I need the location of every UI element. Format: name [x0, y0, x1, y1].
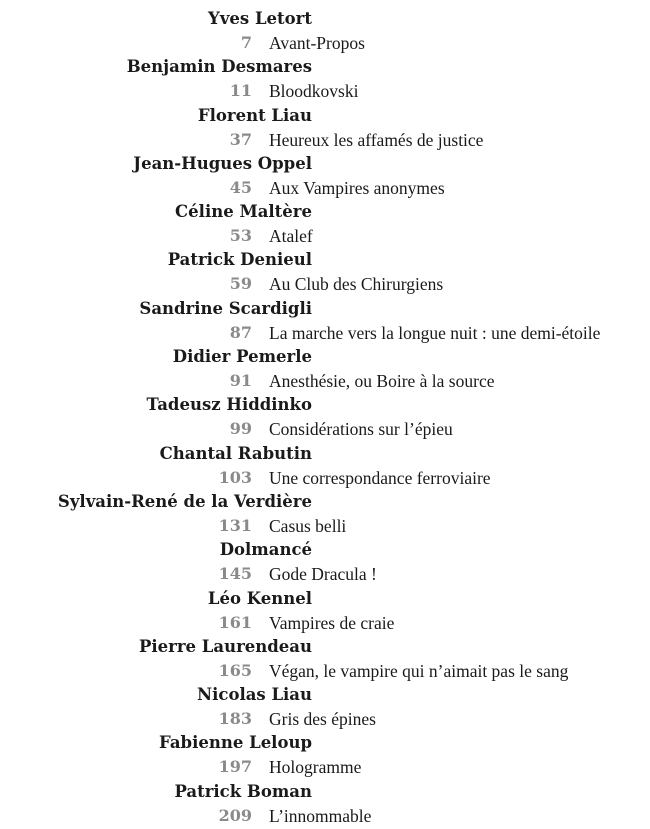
toc-entry [0, 344, 650, 392]
entry-page-number: 11 [229, 81, 252, 101]
toc-entry [0, 537, 650, 585]
entry-author: Didier Pemerle [172, 347, 312, 367]
entry-title: Hologramme [269, 757, 362, 778]
entry-author: Sandrine Scardigli [139, 298, 312, 318]
entry-author: Dolmancé [219, 540, 312, 560]
toc-entry [0, 103, 650, 151]
entry-author: Tadeusz Hiddinko [146, 395, 312, 415]
entry-title: Aux Vampires anonymes [269, 177, 445, 198]
table-of-contents [0, 6, 650, 827]
entry-page-number: 197 [218, 757, 252, 777]
entry-page-number: 209 [218, 805, 252, 825]
entry-page-number: 53 [229, 226, 252, 246]
entry-page-number: 37 [229, 129, 252, 149]
entry-page-number: 131 [218, 515, 252, 535]
entry-author: Sylvain-René de la Verdière [57, 491, 312, 511]
toc-entry [0, 489, 650, 537]
entry-title: Gris des épines [269, 709, 376, 730]
entry-page-number: 7 [240, 33, 252, 52]
entry-title: Avant-Propos [269, 33, 365, 53]
entry-title: Gode Dracula ! [269, 564, 377, 585]
entry-title: Vampires de craie [269, 612, 395, 633]
entry-title: Heureux les affamés de justice [269, 129, 484, 150]
entry-author: Céline Maltère [175, 202, 312, 222]
toc-entry [0, 634, 650, 682]
entry-page-number: 103 [218, 467, 252, 487]
entry-author: Léo Kennel [207, 588, 312, 608]
entry-author: Patrick Boman [174, 781, 312, 801]
entry-page-number: 59 [229, 274, 252, 294]
toc-entry [0, 779, 650, 827]
entry-title: L’innommable [269, 805, 372, 826]
entry-title: Bloodkovski [269, 81, 359, 102]
entry-author: Yves Letort [208, 9, 312, 28]
entry-author: Nicolas Liau [197, 685, 312, 705]
toc-entry [0, 6, 650, 54]
toc-entry [0, 151, 650, 199]
toc-entry [0, 441, 650, 489]
toc-entry [0, 586, 650, 634]
toc-entry [0, 682, 650, 730]
entry-author: Florent Liau [197, 105, 312, 125]
entry-title: Casus belli [269, 515, 347, 536]
entry-author: Benjamin Desmares [126, 57, 312, 77]
entry-title: Considérations sur l’épieu [269, 419, 453, 440]
entry-title: Atalef [269, 226, 313, 247]
entry-author: Patrick Denieul [167, 250, 312, 270]
entry-page-number: 165 [218, 660, 252, 680]
toc-entry [0, 54, 650, 102]
entry-author: Fabienne Leloup [159, 733, 312, 753]
toc-entry [0, 247, 650, 295]
entry-page-number: 99 [229, 419, 252, 439]
entry-page-number: 145 [218, 564, 252, 584]
toc-entry [0, 730, 650, 778]
entry-author: Chantal Rabutin [159, 443, 312, 463]
entry-title: Au Club des Chirurgiens [269, 274, 444, 295]
entry-page-number: 161 [218, 612, 252, 632]
entry-title: Une correspondance ferroviaire [269, 467, 491, 488]
entry-page-number: 183 [218, 709, 252, 729]
entry-page-number: 87 [229, 322, 252, 342]
toc-entry [0, 296, 650, 344]
toc-entry [0, 199, 650, 247]
entry-page-number: 45 [229, 177, 252, 197]
toc-entry [0, 392, 650, 440]
entry-title: Anesthésie, ou Boire à la source [269, 371, 495, 392]
entry-author: Jean-Hugues Oppel [133, 153, 312, 173]
entry-author: Pierre Laurendeau [138, 636, 312, 656]
entry-title: Végan, le vampire qui n’aimait pas le sang [269, 660, 569, 681]
entry-title: La marche vers la longue nuit : une demi-étoile [269, 322, 601, 343]
entry-page-number: 91 [229, 371, 252, 391]
